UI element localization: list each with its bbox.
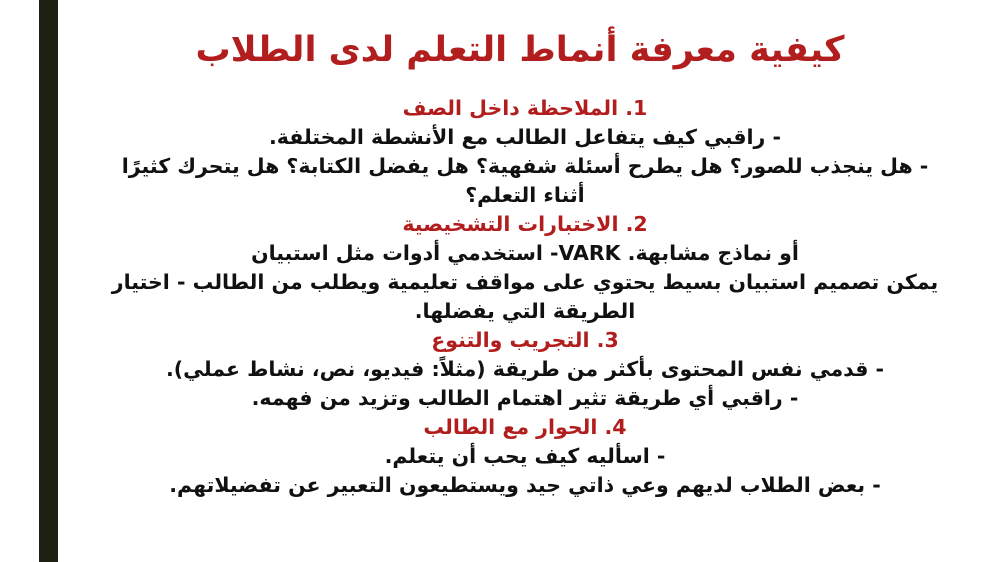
section-2-line-2: يمكن تصميم استبيان بسيط يحتوي على مواقف تعليمية ويطلب من الطالب - اختيار الطريقة التي يفضلها.: [111, 270, 939, 323]
section-2-line-1: أو نماذج مشابهة. VARK- استخدمي أدوات مثل استبيان: [251, 241, 799, 265]
section-3-heading: 3. التجريب والتنوع: [431, 328, 619, 352]
section-3-line-2: - راقبي أي طريقة تثير اهتمام الطالب وتزيد من فهمه.: [251, 386, 799, 410]
section-2-heading: 2. الاختبارات التشخيصية: [402, 212, 648, 236]
slide-title: كيفية معرفة أنماط التعلم لدى الطلاب: [195, 30, 845, 70]
section-4-line-1: - اسأليه كيف يحب أن يتعلم.: [384, 444, 666, 468]
section-1-line-2: - هل ينجذب للصور؟ هل يطرح أسئلة شفهية؟ هل يفضل الكتابة؟ هل يتحرك كثيرًا أثناء التعلم؟: [121, 154, 929, 207]
left-accent-bar: [39, 0, 58, 562]
section-1-line-1: - راقبي كيف يتفاعل الطالب مع الأنشطة المختلفة.: [268, 125, 782, 149]
slide-body: [100, 94, 950, 500]
section-1-heading: 1. الملاحظة داخل الصف: [402, 96, 648, 120]
section-3-line-1: - قدمي نفس المحتوى بأكثر من طريقة (مثلاً: فيديو، نص، نشاط عملي).: [165, 357, 885, 381]
section-4-line-2: - بعض الطلاب لديهم وعي ذاتي جيد ويستطيعون التعبير عن تفضيلاتهم.: [169, 473, 881, 497]
section-4-heading: 4. الحوار مع الطالب: [423, 415, 627, 439]
